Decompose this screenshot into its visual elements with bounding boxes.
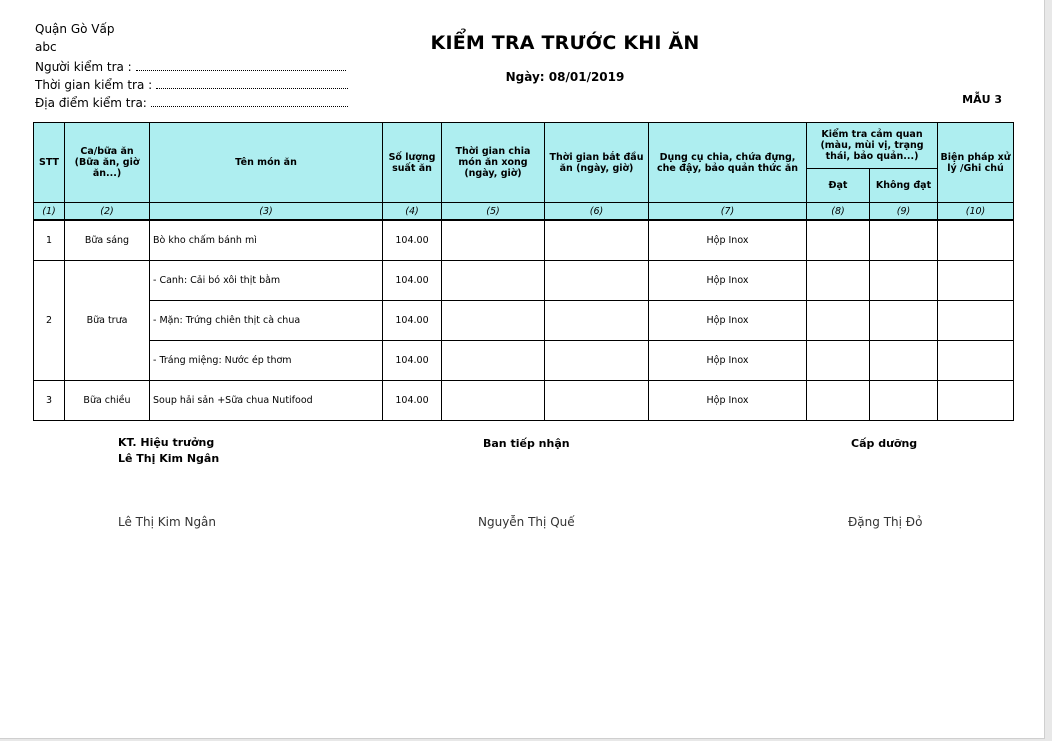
index-cell: (7): [649, 203, 807, 221]
cell-fail: [870, 341, 938, 381]
principal-signature-name: Lê Thị Kim Ngân: [118, 515, 217, 529]
header-qty: Số lượng suất ăn: [383, 123, 442, 203]
cell-time-start: [545, 341, 649, 381]
index-cell: (4): [383, 203, 442, 221]
header-time-start: Thời gian bắt đầu ăn (ngày, giờ): [545, 123, 649, 203]
cell-dish: Soup hải sản +Sữa chua Nutifood: [150, 381, 383, 421]
place-line: [35, 96, 348, 111]
receiver-title: Ban tiếp nhận: [483, 437, 570, 450]
cell-action: [938, 301, 1014, 341]
cell-action: [938, 381, 1014, 421]
index-cell: (10): [938, 203, 1014, 221]
inspection-table: [33, 122, 1014, 421]
cell-time-split: [442, 301, 545, 341]
cell-action: [938, 220, 1014, 261]
cell-fail: [870, 220, 938, 261]
cell-dish: - Tráng miệng: Nước ép thơm: [150, 341, 383, 381]
cell-dish: - Canh: Cải bó xôi thịt bằm: [150, 261, 383, 301]
cell-action: [938, 341, 1014, 381]
table-row: [34, 301, 1014, 341]
cell-time-start: [545, 381, 649, 421]
header-fail: Không đạt: [870, 169, 938, 203]
header-action: Biện pháp xử lý /Ghi chú: [938, 123, 1014, 203]
index-cell: (3): [150, 203, 383, 221]
school-name: abc: [35, 40, 57, 54]
cell-tools: Hộp Inox: [649, 220, 807, 261]
cell-tools: Hộp Inox: [649, 261, 807, 301]
document-date: Ngày: 08/01/2019: [505, 70, 625, 84]
cell-pass: [807, 220, 870, 261]
cell-fail: [870, 301, 938, 341]
table-row: [34, 381, 1014, 421]
cell-time-split: [442, 341, 545, 381]
header-sensory: Kiểm tra cảm quan (màu, mùi vị, trạng thái, bảo quản...): [807, 123, 938, 169]
cell-meal: Bữa sáng: [65, 220, 150, 261]
cell-qty: 104.00: [383, 261, 442, 301]
cell-pass: [807, 381, 870, 421]
index-row: [34, 203, 1014, 221]
table-row: [34, 220, 1014, 261]
cell-time-start: [545, 261, 649, 301]
cell-pass: [807, 301, 870, 341]
cell-stt: 3: [34, 381, 65, 421]
cell-fail: [870, 381, 938, 421]
cell-time-start: [545, 220, 649, 261]
receiver-signature-name: Nguyễn Thị Quế: [478, 515, 575, 529]
index-cell: (6): [545, 203, 649, 221]
district-name: Quận Gò Vấp: [35, 22, 115, 36]
header-meal: Ca/bữa ăn (Bữa ăn, giờ ăn...): [65, 123, 150, 203]
form-code: MẪU 3: [962, 93, 1002, 106]
cell-qty: 104.00: [383, 220, 442, 261]
cell-dish: - Mặn: Trứng chiên thịt cà chua: [150, 301, 383, 341]
cell-time-split: [442, 220, 545, 261]
cell-time-split: [442, 261, 545, 301]
cell-qty: 104.00: [383, 381, 442, 421]
cell-tools: Hộp Inox: [649, 341, 807, 381]
index-cell: (2): [65, 203, 150, 221]
table-row: [34, 341, 1014, 381]
cook-title: Cấp dưỡng: [851, 437, 918, 450]
place-label: Địa điểm kiểm tra:: [35, 96, 147, 110]
time-label: Thời gian kiểm tra :: [35, 78, 153, 92]
document-title: KIỂM TRA TRƯỚC KHI ĂN: [430, 32, 700, 54]
index-cell: (1): [34, 203, 65, 221]
inspector-label: Người kiểm tra :: [35, 60, 132, 74]
cell-qty: 104.00: [383, 301, 442, 341]
place-dotted-field: [151, 96, 348, 107]
table-row: [34, 261, 1014, 301]
cell-action: [938, 261, 1014, 301]
cell-meal: Bữa trưa: [65, 261, 150, 381]
header-dish: Tên món ăn: [150, 123, 383, 203]
cell-fail: [870, 261, 938, 301]
principal-name-heading: Lê Thị Kim Ngân: [118, 452, 220, 465]
cell-pass: [807, 261, 870, 301]
cell-tools: Hộp Inox: [649, 301, 807, 341]
cell-stt: 2: [34, 261, 65, 381]
cell-meal: Bữa chiều: [65, 381, 150, 421]
cell-dish: Bò kho chấm bánh mì: [150, 220, 383, 261]
cell-stt: 1: [34, 220, 65, 261]
cell-pass: [807, 341, 870, 381]
cell-time-start: [545, 301, 649, 341]
header-stt: STT: [34, 123, 65, 203]
cell-qty: 104.00: [383, 341, 442, 381]
cook-signature-name: Đặng Thị Đỏ: [848, 515, 923, 529]
header-pass: Đạt: [807, 169, 870, 203]
principal-title: KT. Hiệu trưởng: [118, 436, 215, 449]
index-cell: (8): [807, 203, 870, 221]
index-cell: (9): [870, 203, 938, 221]
header-tools: Dụng cụ chia, chứa đựng, che đậy, bảo quản thức ăn: [649, 123, 807, 203]
cell-tools: Hộp Inox: [649, 381, 807, 421]
cell-time-split: [442, 381, 545, 421]
header-time-split: Thời gian chia món ăn xong (ngày, giờ): [442, 123, 545, 203]
index-cell: (5): [442, 203, 545, 221]
